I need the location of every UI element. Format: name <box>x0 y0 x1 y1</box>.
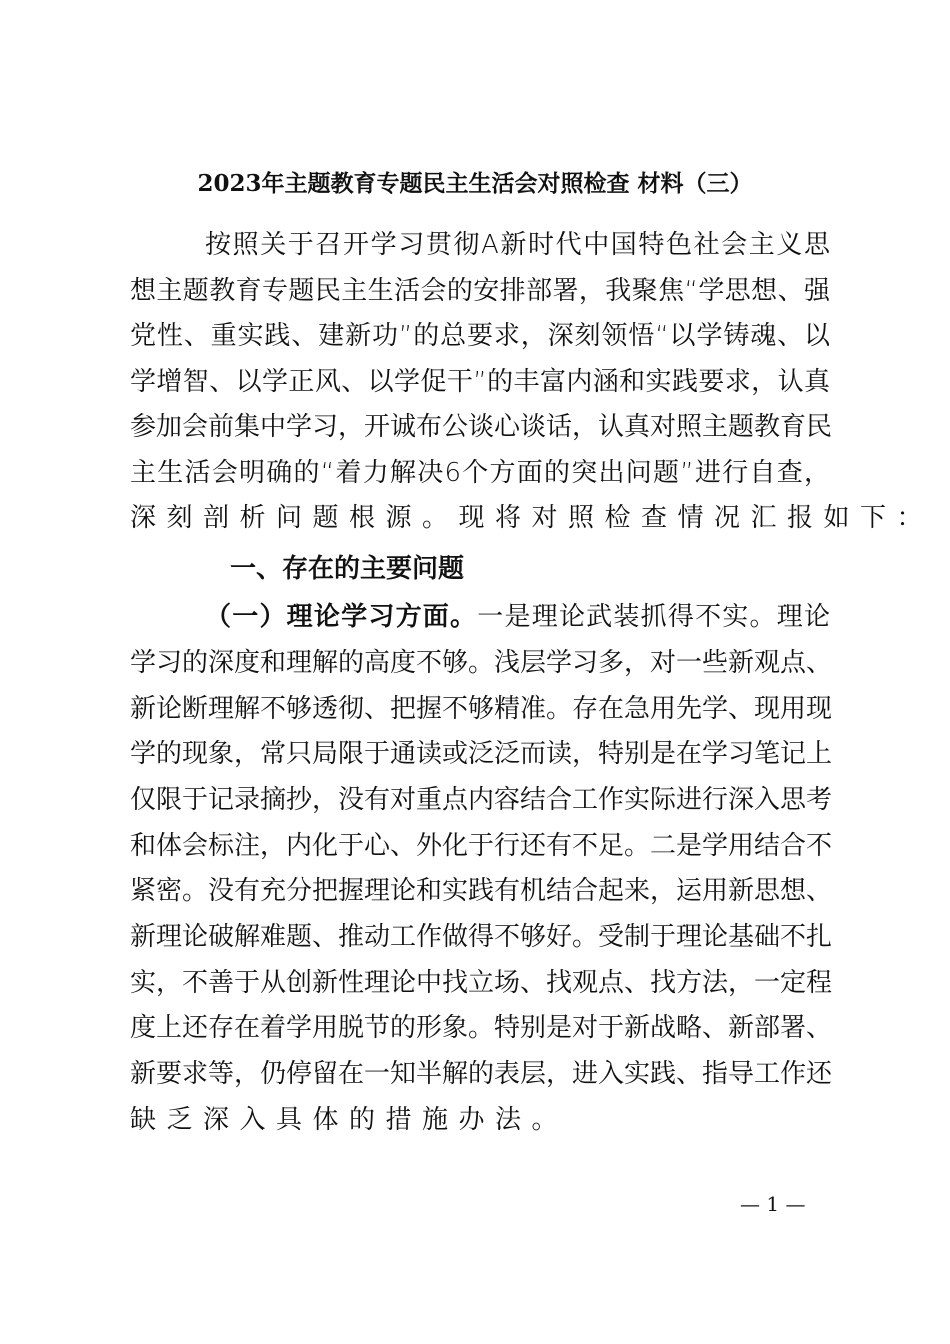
paragraph-line: 党性、重实践、建新功”的总要求，深刻领悟“以学铸魂、以 <box>130 321 830 351</box>
section-heading: 一、存在的主要问题 <box>230 554 465 584</box>
paragraph-line: 按照关于召开学习贯彻A新时代中国特色社会主义思 <box>205 230 830 260</box>
paragraph-line: 仅限于记录摘抄，没有对重点内容结合工作实际进行深入思考 <box>130 785 833 815</box>
paragraph-line: 和体会标注，内化于心、外化于行还有不足。二是学用结合不 <box>130 831 833 861</box>
paragraph-line: 参加会前集中学习，开诚布公谈心谈话，认真对照主题教育民 <box>130 412 833 442</box>
paragraph-line: 实，不善于从创新性理论中找立场、找观点、找方法，一定程 <box>130 968 833 998</box>
paragraph-line: 学的现象，常只局限于通读或泛泛而读，特别是在学习笔记上 <box>130 739 833 769</box>
paragraph-line <box>205 600 830 634</box>
document-title: 2023年主题教育专题民主生活会对照检查 材料（三） <box>197 170 753 197</box>
paragraph-line: 新理论破解难题、推动工作做得不够好。受制于理论基础不扎 <box>130 922 833 952</box>
paragraph-line: 新论断理解不够透彻、把握不够精准。存在急用先学、现用现 <box>130 694 833 724</box>
paragraph-line: 想主题教育专题民主生活会的安排部署，我聚焦“学思想、强 <box>130 276 830 306</box>
paragraph-line: 学习的深度和理解的高度不够。浅层学习多，对一些新观点、 <box>130 648 833 678</box>
paragraph-line: 主生活会明确的“着力解决6个方面的突出问题”进行自查， <box>130 458 830 488</box>
paragraph-line: 学增智、以学正风、以学促干”的丰富内涵和实践要求，认真 <box>130 367 830 397</box>
paragraph-line: 紧密。没有充分把握理论和实践有机结合起来，运用新思想、 <box>130 876 833 906</box>
paragraph-line: 度上还存在着学用脱节的形象。特别是对于新战略、新部署、 <box>130 1013 833 1043</box>
paragraph-line: 新要求等，仍停留在一知半解的表层，进入实践、指导工作还 <box>130 1059 833 1089</box>
paragraph-line: 深刻剖析问题根源。现将对照检查情况汇报如下： <box>130 503 934 533</box>
paragraph-line: 缺乏深入具体的措施办法。 <box>130 1105 569 1135</box>
subsection-text: 一是理论武装抓得不实。理论 <box>477 602 830 632</box>
page-number: — 1 — <box>740 1192 806 1216</box>
subsection-label: （一）理论学习方面。 <box>205 602 478 632</box>
